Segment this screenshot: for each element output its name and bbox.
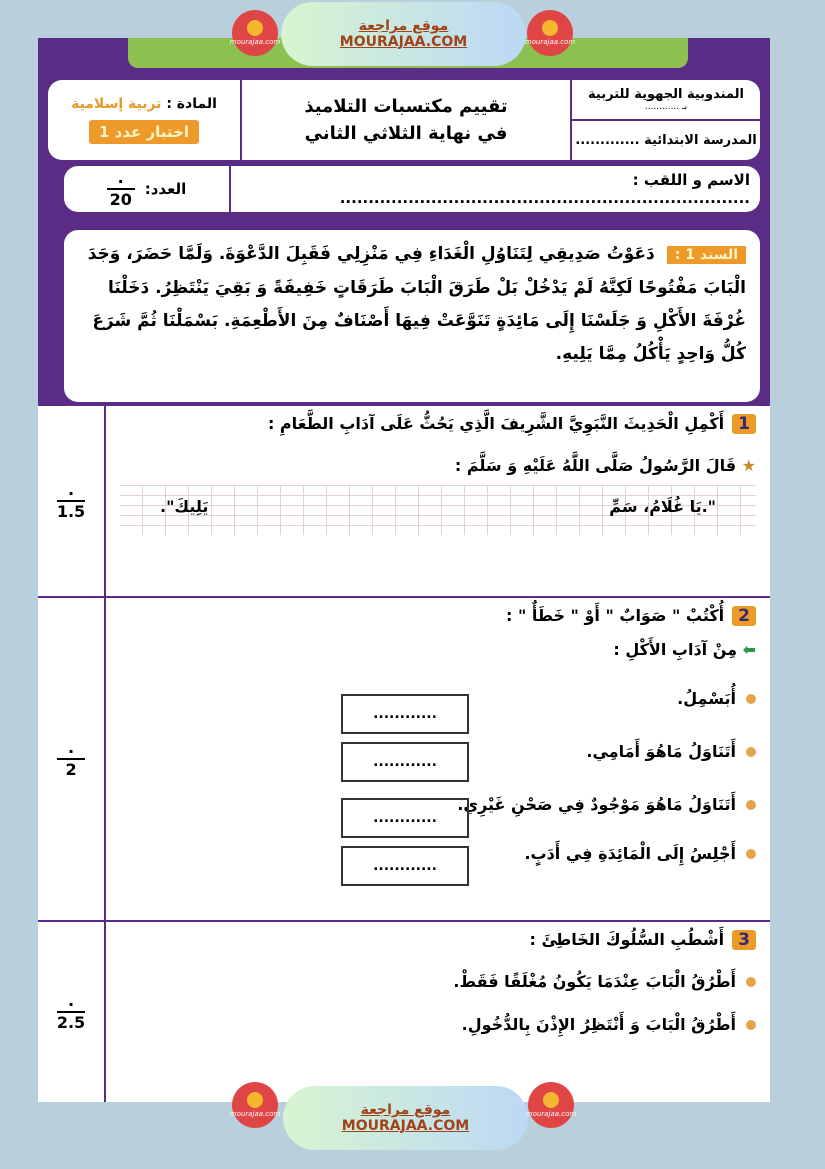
bullet-icon xyxy=(746,800,756,810)
test-badge: اختبار عدد 1 xyxy=(89,120,199,144)
q1-answer-lines[interactable] xyxy=(120,485,756,535)
worksheet xyxy=(38,38,770,1102)
q2-item: أَجْلِسُ إِلَى الْمَائِدَةِ فِي أَدَبٍ. xyxy=(524,844,736,863)
bullet-icon xyxy=(746,694,756,704)
q1-part1: ".يَا غُلَامُ، سَمِّ xyxy=(609,497,716,516)
star-icon: ★ xyxy=(741,456,756,475)
q2-prompt: أُكْتُبْ " صَوَابٌ " أَوْ " خَطَأٌ " : xyxy=(505,606,725,625)
q3-item[interactable]: أَطْرُقُ الْبَابَ عِنْدَمَا يَكُونُ مُغْلَقًا فَقَطْ. xyxy=(453,972,736,991)
passage xyxy=(64,230,760,402)
q3-prompt: أَشْطُبِ السُّلُوكَ الخَاطِئَ : xyxy=(529,930,725,949)
q1-intro: قَالَ الرَّسُولُ صَلَّى اللَّهُ عَلَيْهِ وَ سَلَّمَ : xyxy=(454,456,737,475)
q3-item[interactable]: أَطْرُقُ الْبَابَ وَ أَنْتَظِرُ الإِذْنَ بِالدُّخُولِ. xyxy=(461,1015,736,1034)
bullet-icon xyxy=(746,849,756,859)
subject-label: المادة : xyxy=(166,96,217,112)
q2-sub: مِنْ آدَابِ الأَكْلِ : xyxy=(613,640,738,659)
region: المندوبية الجهوية للتربية xyxy=(588,87,744,102)
watermark-bottom[interactable]: موقع مراجعة MOURAJAA.COM xyxy=(283,1086,528,1150)
passage-tag: السند 1 : xyxy=(667,246,746,264)
q2-answer-box[interactable]: ............ xyxy=(341,798,469,838)
passage-text: دَعَوْتُ صَدِيقِي لِتَنَاوُلِ الْغَدَاءِ فِي مَنْزِلِي فَقَبِلَ الدَّعْوَةَ. وَلَمَّا حَضَرَ، وَجَدَ الْبَابَ مَفْتُوحًا لَكِنَّهُ لَمْ يَدْخُلْ بَلْ طَرَقَ الْبَابَ طَرَقَاتٍ خَفِيفَةً وَ بَقِيَ يَنْتَظِرُ. دَخَلْنَا غُرْفَةَ الأَكْلِ وَ جَلَسْنَا إِلَى مَائِدَةٍ تَنَوَّعَتْ فِيهَا أَصْنَافٌ مِنَ الأَطْعِمَةِ. بَسْمَلْنَا ثُمَّ شَرَعَ كُلُّ وَاحِدٍ يَأْكُلُ مِمَّا يَلِيهِ. xyxy=(87,244,746,364)
total-score: $\frac{.}{20}$ xyxy=(107,170,135,208)
region-blank: بـ ............ xyxy=(644,102,688,112)
q2-answer-box[interactable]: ............ xyxy=(341,742,469,782)
q3-score: $\frac{.}{2.5}$ xyxy=(56,991,86,1032)
school: المدرسة الابتدائية ............. xyxy=(575,133,757,148)
arrow-icon: ⬅ xyxy=(742,640,756,659)
q2-answer-box[interactable]: ............ xyxy=(341,694,469,734)
q2-item: أَتَنَاوَلُ مَاهُوَ أَمَامِي. xyxy=(586,742,736,761)
watermark-logo-icon: mourajaa.com xyxy=(528,1082,574,1128)
q2-item: أُبَسْمِلُ. xyxy=(677,689,736,708)
q1-score: $\frac{.}{1.5}$ xyxy=(56,480,86,521)
title-line1: تقييم مكتسبات التلاميذ xyxy=(304,96,508,117)
q3-number: 3 xyxy=(732,930,756,950)
watermark-top[interactable]: موقع مراجعة MOURAJAA.COM xyxy=(281,2,526,66)
q1-part2: يَلِيكَ". xyxy=(160,497,209,516)
bullet-icon xyxy=(746,1020,756,1030)
q2-answer-box[interactable]: ............ xyxy=(341,846,469,886)
score-label: العدد: xyxy=(144,180,187,198)
watermark-logo-icon: mourajaa.com xyxy=(232,1082,278,1128)
q2-item: أَتَنَاوَلُ مَاهُوَ مَوْجُودٌ فِي صَحْنِ غَيْرِي. xyxy=(457,795,736,814)
subject: تربية إسلامية xyxy=(71,96,162,112)
title-line2: في نهاية الثلاثي الثاني xyxy=(304,123,508,144)
name-row xyxy=(64,166,760,212)
name-field[interactable]: الاسم و اللقب : ........................................................................ xyxy=(339,171,750,207)
watermark-logo-icon: mourajaa.com xyxy=(527,10,573,56)
watermark-logo-icon: mourajaa.com xyxy=(232,10,278,56)
question-2 xyxy=(38,596,770,920)
question-1 xyxy=(38,404,770,596)
bullet-icon xyxy=(746,977,756,987)
q1-number: 1 xyxy=(732,414,756,434)
bullet-icon xyxy=(746,747,756,757)
q2-score: $\frac{.}{2}$ xyxy=(57,740,85,778)
q2-number: 2 xyxy=(732,606,756,626)
header xyxy=(48,80,760,160)
q1-prompt: أَكْمِلِ الْحَدِيثَ النَّبَوِيَّ الشَّرِيفَ الَّذِي يَحُثُّ عَلَى آدَابِ الطَّعَامِ : xyxy=(267,414,725,433)
question-3 xyxy=(38,920,770,1102)
